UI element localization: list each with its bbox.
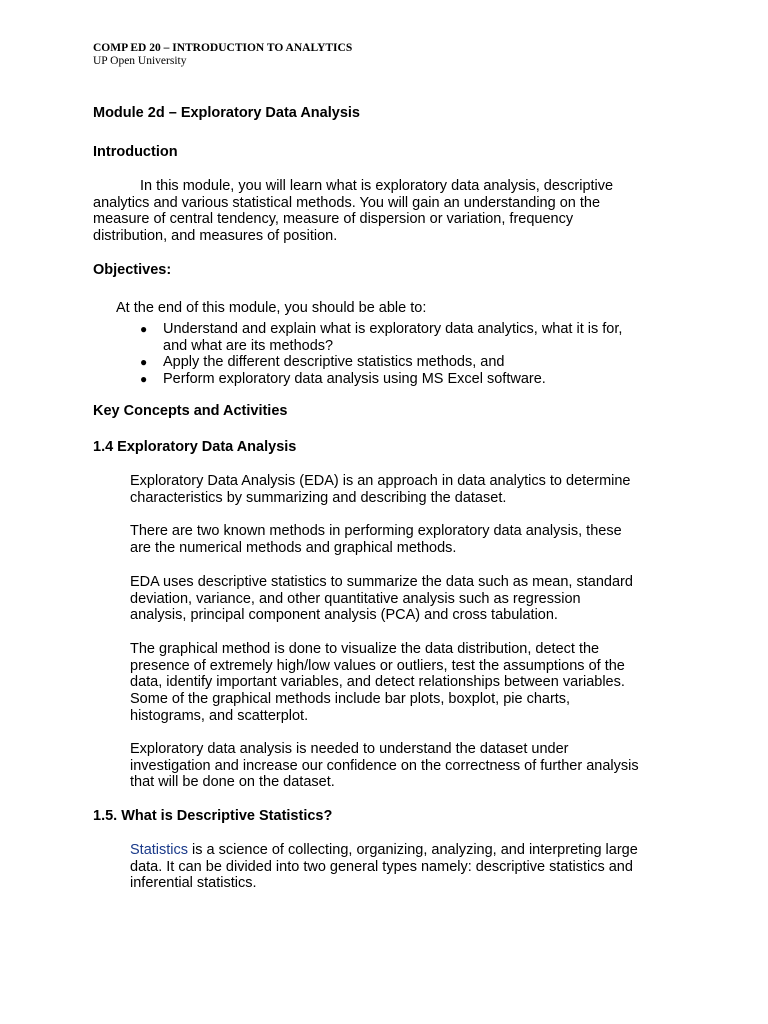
paragraph-line: characteristics by summarizing and describing the dataset. (130, 489, 507, 506)
page-header (93, 42, 352, 68)
intro-line: distribution, and measures of position. (93, 228, 338, 245)
bullet-icon: ● (140, 355, 148, 370)
bullet-icon: ● (140, 322, 148, 336)
eda-paragraph-5 (130, 741, 690, 791)
objectives-heading: Objectives: (93, 262, 172, 278)
paragraph-line: EDA uses descriptive statistics to summarize the data such as mean, standard (130, 574, 633, 590)
paragraph-line: are the numerical methods and graphical methods. (130, 539, 457, 556)
eda-paragraph-1 (130, 473, 690, 506)
paragraph-line: inferential statistics. (130, 875, 257, 892)
list-item-line: Apply the different descriptive statistics methods, and (163, 354, 505, 371)
paragraph-line: histograms, and scatterplot. (130, 707, 309, 724)
list-item (140, 354, 680, 371)
intro-line: analytics and various statistical methods. You will gain an understanding on the (93, 194, 601, 211)
paragraph-line: that will be done on the dataset. (130, 774, 335, 791)
eda-paragraph-2 (130, 523, 690, 556)
paragraph-line: There are two known methods in performing exploratory data analysis, these (130, 523, 622, 539)
paragraph-line: data. It can be divided into two general types namely: descriptive statistics and (130, 858, 633, 875)
list-item-line: Perform exploratory data analysis using MS Excel software. (163, 371, 546, 388)
objectives-list (140, 321, 680, 388)
introduction-heading: Introduction (93, 144, 178, 160)
module-title: Module 2d – Exploratory Data Analysis (93, 105, 360, 121)
university-name: UP Open University (93, 55, 187, 67)
paragraph-line: analysis, principal component analysis (PCA) and cross tabulation. (130, 607, 558, 624)
statistics-term: Statistics (130, 842, 189, 858)
list-item (140, 321, 680, 354)
course-title: COMP ED 20 – INTRODUCTION TO ANALYTICS (93, 42, 353, 54)
intro-line: measure of central tendency, measure of dispersion or variation, frequency (93, 211, 574, 228)
eda-paragraph-3 (130, 574, 690, 624)
paragraph-text: is a science of collecting, organizing, analyzing, and interpreting large (188, 842, 638, 858)
paragraph-line: investigation and increase our confidence on the correctness of further analysis (130, 757, 639, 774)
paragraph-line: The graphical method is done to visualize the data distribution, detect the (130, 641, 600, 657)
section-1-4-heading: 1.4 Exploratory Data Analysis (93, 439, 297, 455)
introduction-paragraph (93, 178, 663, 245)
objectives-lead: At the end of this module, you should be able to: (116, 300, 427, 316)
statistics-paragraph (130, 842, 690, 892)
paragraph-line: Exploratory data analysis is needed to understand the dataset under (130, 741, 569, 757)
paragraph-line: Exploratory Data Analysis (EDA) is an approach in data analytics to determine (130, 473, 631, 489)
paragraph-line (130, 842, 690, 859)
eda-paragraph-4 (130, 641, 690, 725)
paragraph-line: data, identify important variables, and detect relationships between variables. (130, 674, 625, 691)
list-item-line: and what are its methods? (163, 337, 334, 354)
paragraph-line: presence of extremely high/low values or outliers, test the assumptions of the (130, 657, 625, 674)
list-item (140, 371, 680, 388)
paragraph-line: deviation, variance, and other quantitative analysis such as regression (130, 590, 581, 607)
bullet-icon: ● (140, 372, 148, 387)
key-concepts-heading: Key Concepts and Activities (93, 403, 288, 419)
paragraph-line: Some of the graphical methods include bar plots, boxplot, pie charts, (130, 691, 571, 708)
intro-line: In this module, you will learn what is exploratory data analysis, descriptive (140, 178, 614, 194)
section-1-5-heading: 1.5. What is Descriptive Statistics? (93, 808, 333, 824)
list-item-line: Understand and explain what is exploratory data analytics, what it is for, (163, 321, 623, 337)
